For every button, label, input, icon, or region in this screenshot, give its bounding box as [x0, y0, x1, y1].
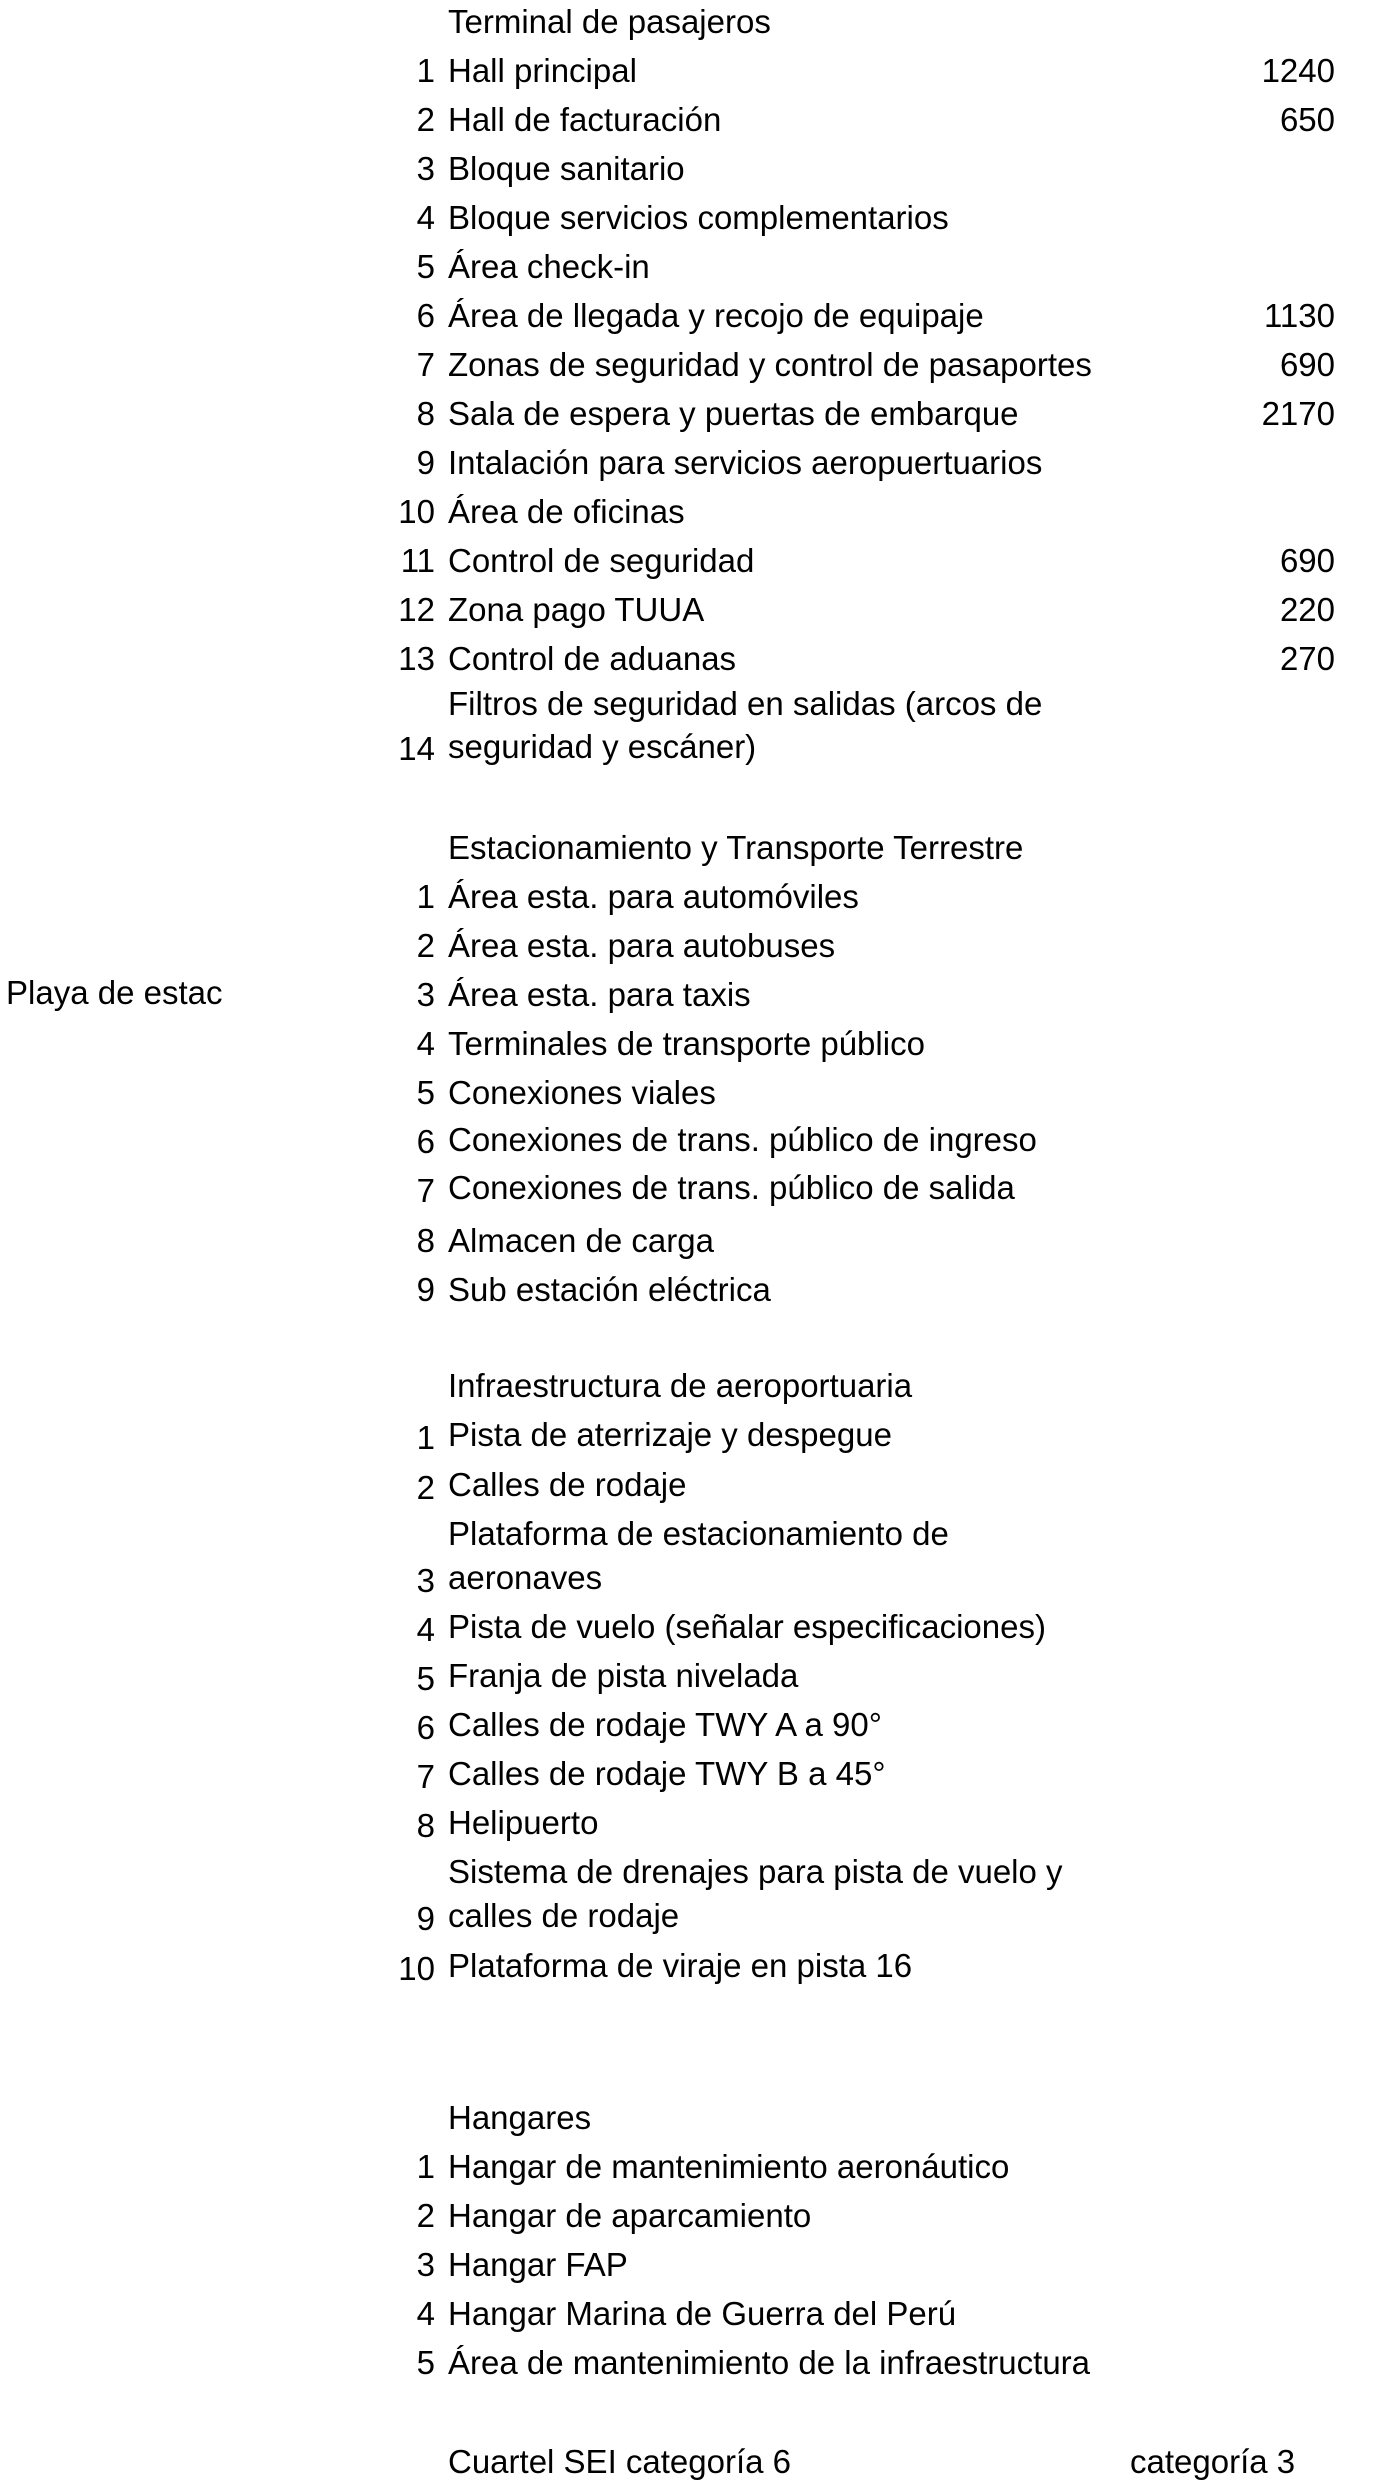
item-label: Zonas de seguridad y control de pasaportes	[448, 346, 1092, 383]
item-number: 7	[416, 1172, 435, 1209]
item-label: Conexiones viales	[448, 1074, 716, 1111]
item-label: Hangar FAP	[448, 2246, 628, 2283]
item-label: Área de oficinas	[448, 493, 685, 530]
footer-label: Cuartel SEI categoría 6	[448, 2443, 792, 2480]
item-label-line1: Plataforma de estacionamiento de	[448, 1515, 949, 1552]
item-label: Plataforma de viraje en pista 16	[448, 1947, 913, 1984]
item-label: Terminales de transporte público	[448, 1025, 925, 1062]
item-number: 1	[416, 1419, 435, 1456]
item-label: Hall de facturación	[448, 101, 722, 138]
section-title-hangars: Hangares	[448, 2099, 592, 2136]
item-value: 1240	[1261, 52, 1335, 89]
item-label-line2: calles de rodaje	[448, 1897, 680, 1934]
item-number: 4	[416, 1025, 435, 1062]
item-number: 13	[398, 640, 435, 677]
item-number: 10	[398, 1950, 435, 1987]
item-value: 270	[1279, 640, 1335, 677]
item-number: 2	[416, 1469, 435, 1506]
item-number: 9	[416, 444, 435, 481]
item-number: 5	[416, 248, 435, 285]
item-number: 2	[416, 2197, 435, 2234]
item-label: Área esta. para taxis	[448, 976, 751, 1013]
footer-right-label: categoría 3	[1130, 2443, 1296, 2480]
item-label: Control de seguridad	[448, 542, 755, 579]
item-label: Área esta. para autobuses	[448, 927, 836, 964]
item-number: 4	[416, 1611, 435, 1648]
item-label: Conexiones de trans. público de ingreso	[448, 1121, 1037, 1158]
item-value: 690	[1279, 346, 1335, 383]
item-label: Helipuerto	[448, 1804, 599, 1841]
item-label: Calles de rodaje	[448, 1466, 687, 1503]
item-label: Sala de espera y puertas de embarque	[448, 395, 1019, 432]
item-number: 5	[416, 2344, 435, 2381]
item-label: Hall principal	[448, 52, 637, 89]
item-number: 7	[416, 1758, 435, 1795]
item-label: Zona pago TUUA	[448, 591, 705, 628]
item-number: 9	[416, 1271, 435, 1308]
item-number: 3	[416, 150, 435, 187]
item-label: Bloque sanitario	[448, 150, 685, 187]
item-number: 2	[416, 927, 435, 964]
section-title-parking: Estacionamiento y Transporte Terrestre	[448, 829, 1024, 866]
item-number: 1	[416, 2148, 435, 2185]
item-number: 6	[416, 297, 435, 334]
item-number: 1	[416, 52, 435, 89]
item-label: Bloque servicios complementarios	[448, 199, 949, 236]
item-label: Intalación para servicios aeropuertuarios	[448, 444, 1043, 481]
item-value: 690	[1279, 542, 1335, 579]
item-label: Pista de aterrizaje y despegue	[448, 1416, 892, 1453]
item-value: 2170	[1261, 395, 1335, 432]
item-number: 11	[400, 542, 435, 579]
item-label: Calles de rodaje TWY A a 90°	[448, 1706, 882, 1743]
item-label: Conexiones de trans. público de salida	[448, 1169, 1015, 1206]
item-number: 4	[416, 2295, 435, 2332]
item-number: 5	[416, 1660, 435, 1697]
section-title-terminal: Terminal de pasajeros	[448, 3, 771, 40]
item-value: 1130	[1264, 297, 1335, 334]
item-number: 3	[416, 1562, 435, 1599]
item-number: 3	[416, 2246, 435, 2283]
item-value: 220	[1279, 591, 1335, 628]
item-number: 5	[416, 1074, 435, 1111]
item-label-line1: Sistema de drenajes para pista de vuelo y	[448, 1853, 1063, 1890]
item-label: Control de aduanas	[448, 640, 737, 677]
item-label: Área check-in	[448, 248, 650, 285]
item-label: Hangar de mantenimiento aeronáutico	[448, 2148, 1010, 2185]
side-label: Playa de estac	[6, 974, 223, 1011]
item-label: Pista de vuelo (señalar especificaciones)	[448, 1608, 1046, 1645]
item-label: Área de llegada y recojo de equipaje	[448, 297, 984, 334]
item-label: Área de mantenimiento de la infraestructura	[448, 2344, 1091, 2381]
item-number: 8	[416, 1222, 435, 1259]
item-number: 12	[398, 591, 435, 628]
item-number: 4	[416, 199, 435, 236]
section-title-infrastructure: Infraestructura de aeroportuaria	[448, 1367, 913, 1404]
item-label: Hangar Marina de Guerra del Perú	[448, 2295, 957, 2332]
item-number: 6	[416, 1123, 435, 1160]
item-number: 9	[416, 1900, 435, 1937]
item-label-line1: Filtros de seguridad en salidas (arcos de	[448, 685, 1043, 722]
item-label: Calles de rodaje TWY B a 45°	[448, 1755, 886, 1792]
item-value: 650	[1279, 101, 1335, 138]
item-number: 7	[416, 346, 435, 383]
item-number: 10	[398, 493, 435, 530]
item-number: 8	[416, 395, 435, 432]
item-number: 6	[416, 1709, 435, 1746]
item-number: 2	[416, 101, 435, 138]
item-number: 14	[398, 730, 435, 767]
item-number: 8	[416, 1807, 435, 1844]
item-number: 3	[416, 976, 435, 1013]
item-label: Sub estación eléctrica	[448, 1271, 771, 1308]
item-label: Área esta. para automóviles	[448, 878, 859, 915]
item-number: 1	[416, 878, 435, 915]
item-label: Hangar de aparcamiento	[448, 2197, 812, 2234]
item-label-line2: aeronaves	[448, 1559, 603, 1596]
item-label: Almacen de carga	[448, 1222, 714, 1259]
item-label: Franja de pista nivelada	[448, 1657, 799, 1694]
item-label-line2: seguridad y escáner)	[448, 728, 757, 765]
